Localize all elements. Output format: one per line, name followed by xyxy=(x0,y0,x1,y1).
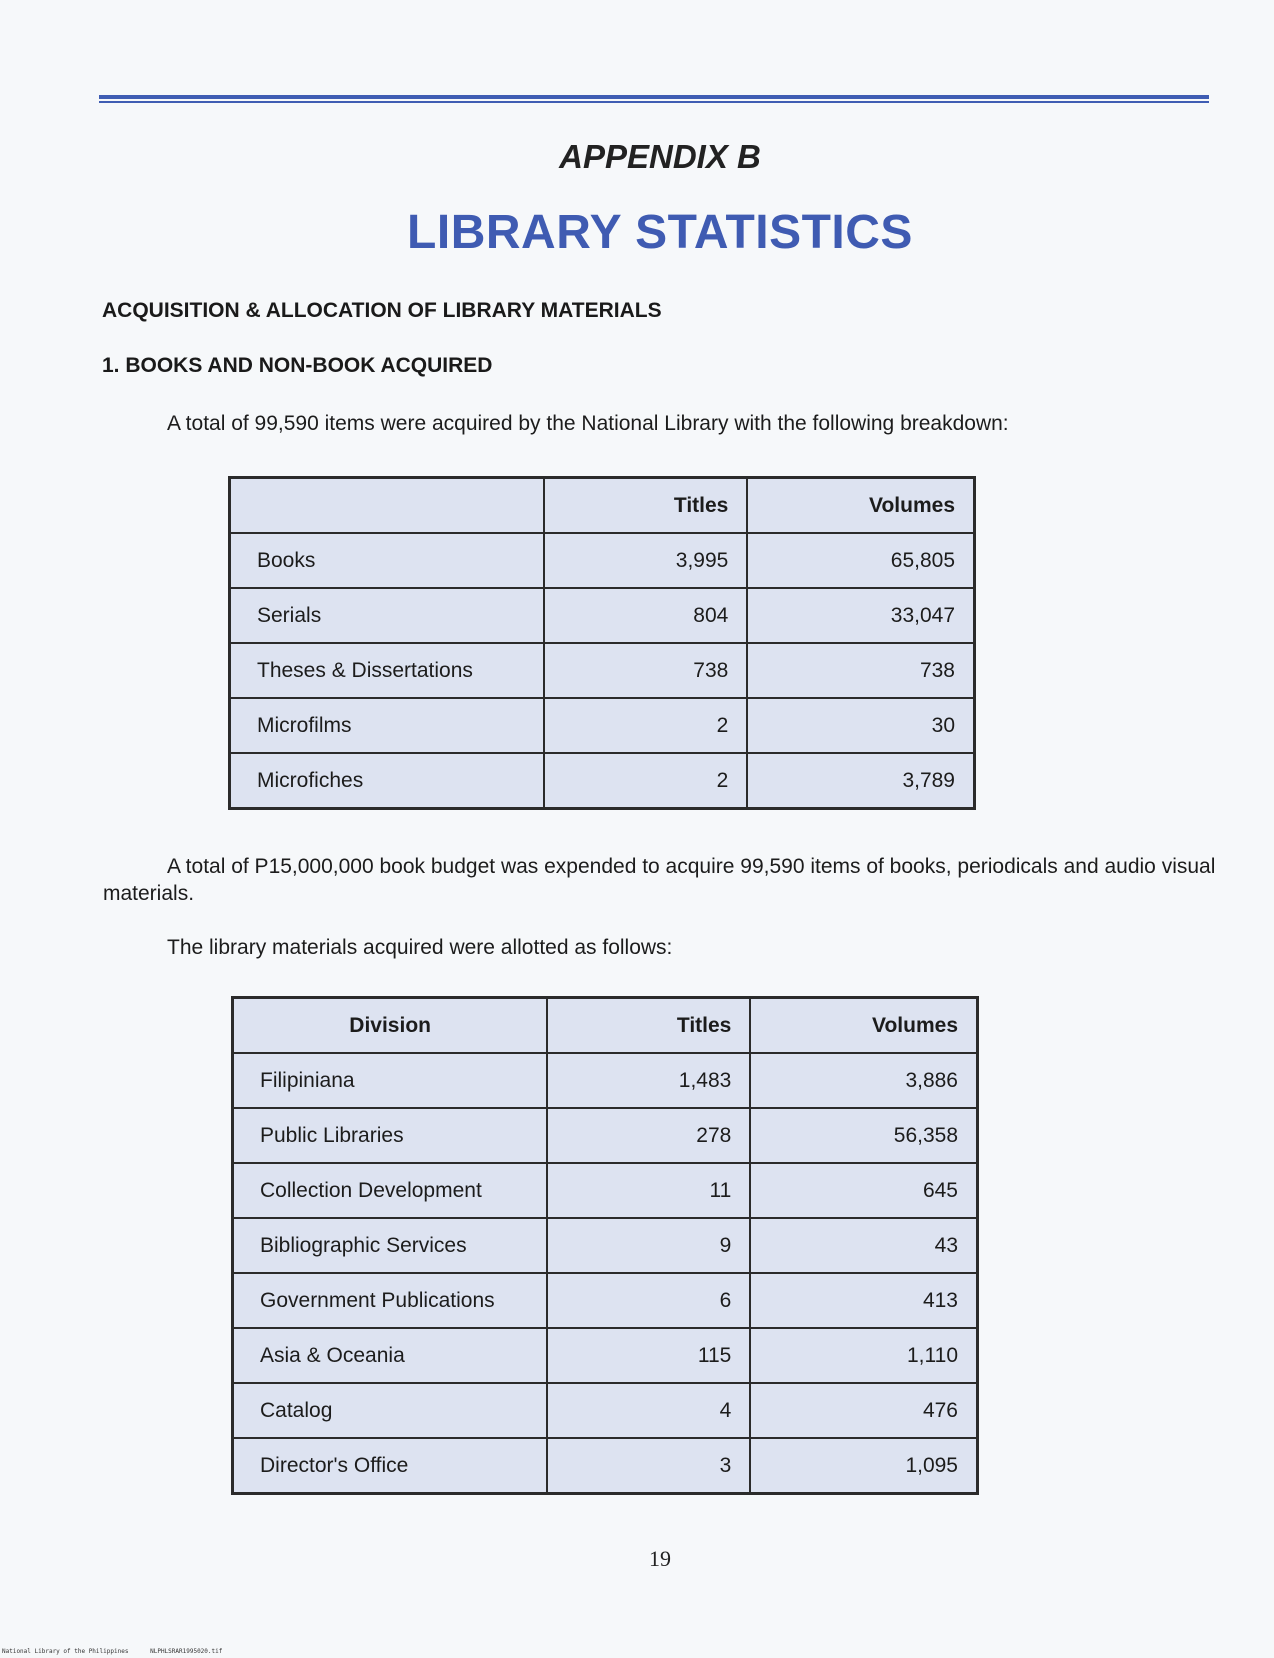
row-titles: 278 xyxy=(547,1108,750,1163)
page-title: LIBRARY STATISTICS xyxy=(407,206,913,259)
section-heading: ACQUISITION & ALLOCATION OF LIBRARY MATERIALS xyxy=(102,299,662,322)
table-row xyxy=(233,1438,978,1494)
row-titles: 6 xyxy=(547,1273,750,1328)
table-row xyxy=(230,643,975,698)
allocation-table xyxy=(231,996,979,1495)
row-volumes: 645 xyxy=(750,1163,977,1218)
header-cell xyxy=(230,478,545,534)
row-volumes: 56,358 xyxy=(750,1108,977,1163)
top-rule-thin xyxy=(99,101,1209,103)
header-volumes: Volumes xyxy=(750,998,977,1054)
table-row xyxy=(230,698,975,753)
row-label: Public Libraries xyxy=(233,1108,548,1163)
row-label: Catalog xyxy=(233,1383,548,1438)
table-row xyxy=(233,1273,978,1328)
row-volumes: 1,110 xyxy=(750,1328,977,1383)
row-label: Asia & Oceania xyxy=(233,1328,548,1383)
table-row xyxy=(233,1383,978,1438)
intro-paragraph: A total of 99,590 items were acquired by the National Library with the following breakdown: xyxy=(167,412,1009,435)
row-label: Government Publications xyxy=(233,1273,548,1328)
row-titles: 3,995 xyxy=(544,533,747,588)
table-row xyxy=(233,1218,978,1273)
row-titles: 9 xyxy=(547,1218,750,1273)
row-label: Bibliographic Services xyxy=(233,1218,548,1273)
table-header-row xyxy=(233,998,978,1054)
table-row xyxy=(233,1108,978,1163)
row-titles: 1,483 xyxy=(547,1053,750,1108)
row-titles: 2 xyxy=(544,753,747,809)
header-titles: Titles xyxy=(547,998,750,1054)
row-label: Theses & Dissertations xyxy=(230,643,545,698)
row-titles: 4 xyxy=(547,1383,750,1438)
subsection-heading: 1. BOOKS AND NON-BOOK ACQUIRED xyxy=(102,354,493,377)
allotment-intro: The library materials acquired were allotted as follows: xyxy=(167,936,673,959)
row-volumes: 1,095 xyxy=(750,1438,977,1494)
table-row xyxy=(233,1163,978,1218)
table-row xyxy=(230,588,975,643)
row-volumes: 3,789 xyxy=(747,753,974,809)
budget-paragraph: A total of P15,000,000 book budget was expended to acquire 99,590 items of books, periodicals and audio visual materials. xyxy=(103,855,1216,905)
row-label: Collection Development xyxy=(233,1163,548,1218)
row-label: Books xyxy=(230,533,545,588)
header-division: Division xyxy=(233,998,548,1054)
header-titles: Titles xyxy=(544,478,747,534)
row-label: Microfilms xyxy=(230,698,545,753)
top-rule-thick xyxy=(99,95,1209,99)
row-volumes: 738 xyxy=(747,643,974,698)
row-volumes: 43 xyxy=(750,1218,977,1273)
acquired-table xyxy=(228,476,976,810)
row-titles: 804 xyxy=(544,588,747,643)
row-volumes: 413 xyxy=(750,1273,977,1328)
row-titles: 11 xyxy=(547,1163,750,1218)
row-titles: 3 xyxy=(547,1438,750,1494)
row-titles: 2 xyxy=(544,698,747,753)
row-volumes: 65,805 xyxy=(747,533,974,588)
page-number: 19 xyxy=(649,1546,671,1571)
scan-footer-note: National Library of the Philippines NLPHLSRAR1995020.tif xyxy=(2,1648,223,1655)
table-row xyxy=(230,533,975,588)
row-volumes: 30 xyxy=(747,698,974,753)
row-label: Filipiniana xyxy=(233,1053,548,1108)
row-titles: 738 xyxy=(544,643,747,698)
row-volumes: 3,886 xyxy=(750,1053,977,1108)
row-volumes: 33,047 xyxy=(747,588,974,643)
row-label: Serials xyxy=(230,588,545,643)
table-row xyxy=(230,753,975,809)
row-label: Director's Office xyxy=(233,1438,548,1494)
row-volumes: 476 xyxy=(750,1383,977,1438)
row-titles: 115 xyxy=(547,1328,750,1383)
table-row xyxy=(233,1328,978,1383)
row-label: Microfiches xyxy=(230,753,545,809)
table-header-row xyxy=(230,478,975,534)
header-volumes: Volumes xyxy=(747,478,974,534)
appendix-label: APPENDIX B xyxy=(559,138,761,175)
table-row xyxy=(233,1053,978,1108)
